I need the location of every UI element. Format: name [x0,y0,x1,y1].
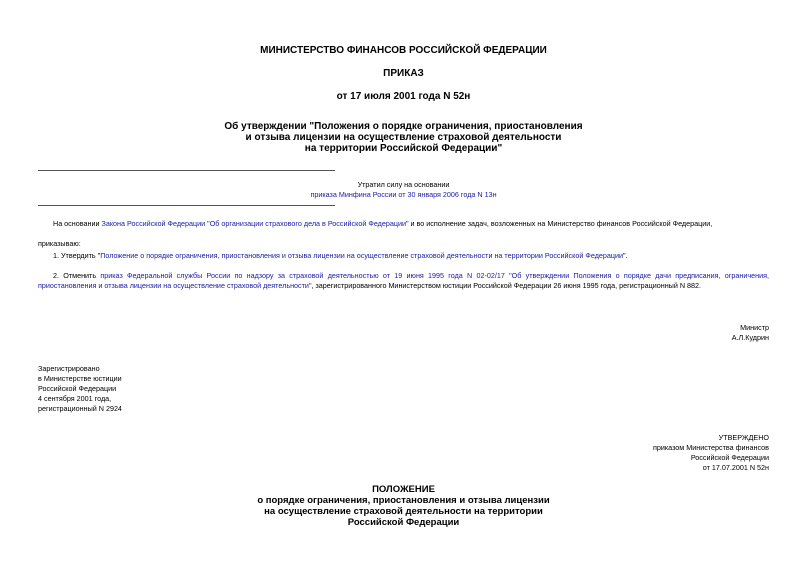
doc-title [0,121,807,154]
insurance-law-link[interactable]: Закона Российской Федерации "Об организации страхового дела в Российской Федерации" [101,219,409,228]
preamble-text: На основании [53,219,102,228]
doc-title-line: и отзыва лицензии на осуществление страховой деятельности [245,132,562,143]
signature-block [732,323,769,343]
regulation-subtitle: Российской Федерации [347,517,460,528]
regulation-title-block [0,484,807,528]
item-text: 2. Отменить [53,271,101,280]
approval-line: от 17.07.2001 N 52н [702,463,769,472]
doc-title-line: Об утверждении "Положения о порядке ограничения, приостановления [224,121,583,132]
doc-date-number: от 17 июля 2001 года N 52н [336,91,471,102]
regulation-subtitle: о порядке ограничения, приостановления и отзыва лицензии [257,495,550,506]
doc-type-heading: ПРИКАЗ [383,68,424,79]
divider [38,170,335,171]
item-text: ". [623,251,628,260]
signature-name: А.Л.Кудрин [731,333,769,342]
status-text: Утратил силу на основании [357,180,450,189]
order-item-1 [53,251,773,261]
registration-line: Российской Федерации [38,384,117,393]
ministry-heading: МИНИСТЕРСТВО ФИНАНСОВ РОССИЙСКОЙ ФЕДЕРАЦИИ [260,45,547,56]
approval-block [653,433,769,473]
signature-position: Министр [740,323,769,332]
order-word: приказываю: [38,239,81,248]
approval-line: Российской Федерации [690,453,769,462]
regulation-link[interactable]: Положение о порядке ограничения, приостановления и отзыва лицензии на осуществление страховой деятельности на территории Российской Федерации [100,251,624,260]
registration-line: Зарегистрировано [38,364,100,373]
regulation-subtitle: на осуществление страховой деятельности на территории [264,506,543,517]
registration-line: 4 сентября 2001 года, [38,394,112,403]
registration-block [38,364,122,414]
divider [38,205,335,206]
approval-line: УТВЕРЖДЕНО [718,433,769,442]
repeal-order-link[interactable]: приказа Минфина России от 30 января 2006 года N 13н [310,190,497,199]
registration-line: в Министерстве юстиции [38,374,122,383]
status-note [0,180,807,200]
item-text: 1. Утвердить " [53,251,101,260]
registration-line: регистрационный N 2924 [38,404,122,413]
preamble-text: и во исполнение задач, возложенных на Министерство финансов Российской Федерации, [408,219,713,228]
regulation-title: ПОЛОЖЕНИЕ [372,484,435,495]
preamble [53,219,773,229]
item-text: , зарегистрированного Министерством юстиции Российской Федерации 26 июня 1995 года, регистрационный N 882. [311,281,702,290]
approval-line: приказом Министерства финансов [652,443,769,452]
doc-title-line: на территории Российской Федерации" [304,143,503,154]
cancelled-order-link[interactable]: приказ Федеральной службы России по надзору за страховой деятельностью от 19 июня 1995 года N 02-02/17 "Об утверждении Положения о порядке дачи предписания, ограничения, приостановления и отзыва лицензии на осуществление страховой деятельности" [38,271,769,290]
order-item-2 [38,271,769,291]
